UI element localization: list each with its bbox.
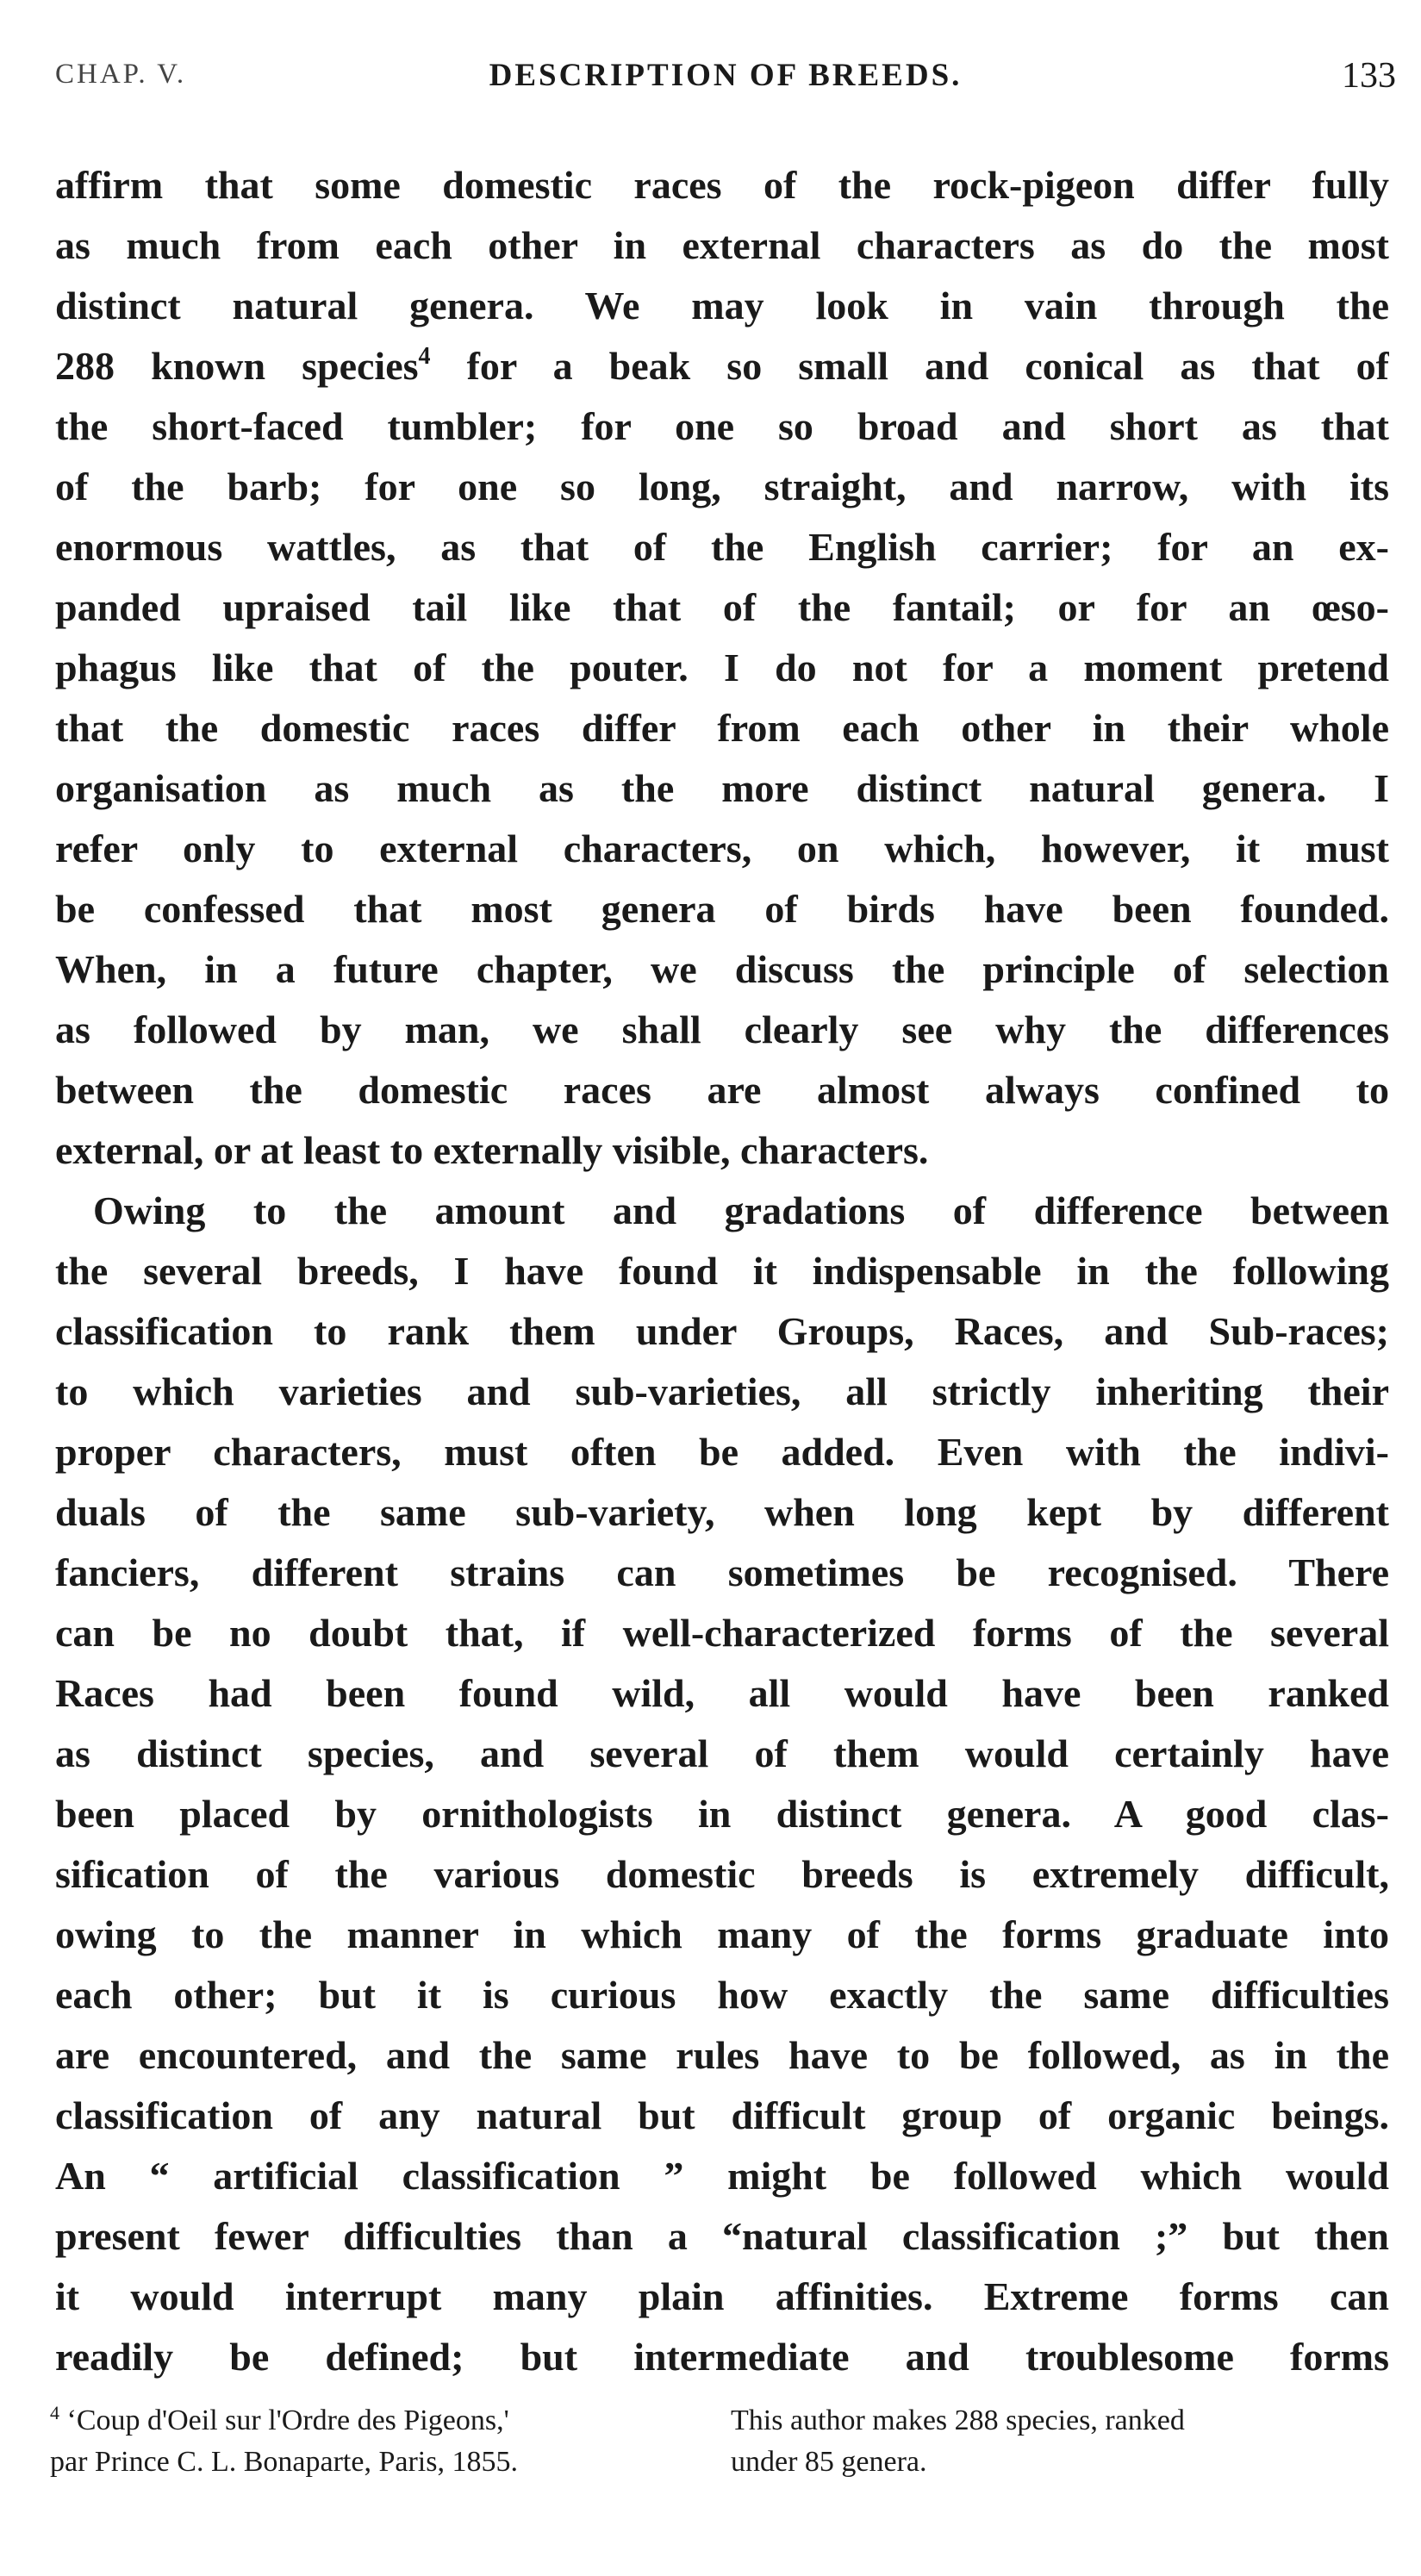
text-line: that the domestic races differ from each other in their whole — [55, 706, 1389, 750]
text-fragment: for a beak so small and conical as that of — [430, 344, 1389, 388]
text-line: the short-faced tumbler; for one so broad and short as that — [55, 404, 1389, 448]
footnote-text: under 85 genera. — [731, 2446, 927, 2478]
text-line: been placed by ornithologists in distinct genera. A good clas- — [55, 1792, 1389, 1836]
text-line: distinct natural genera. We may look in vain through the — [55, 284, 1389, 327]
footnote-text: ‘Coup d'Oeil sur l'Ordre des Pigeons,' — [66, 2404, 509, 2436]
text-line: proper characters, must often be added. Even with the indivi- — [55, 1430, 1389, 1474]
text-line: as distinct species, and several of them would certainly have — [55, 1731, 1389, 1775]
text-line: external, or at least to externally visible, characters. — [55, 1128, 929, 1172]
footnote-text: par Prince C. L. Bonaparte, Paris, 1855. — [50, 2446, 518, 2478]
text-line: as much from each other in external characters as do the most — [55, 223, 1389, 267]
running-head — [55, 53, 1396, 105]
footnote-citation — [50, 2400, 705, 2483]
text-line: classification to rank them under Groups, Races, and Sub-races; — [55, 1309, 1389, 1353]
text-line: An “ artificial classification ” might be followed which would — [55, 2154, 1389, 2198]
text-line: be confessed that most genera of birds have been founded. — [55, 887, 1389, 931]
footnote-text: This author makes 288 species, ranked — [731, 2404, 1185, 2436]
footnote-reference: 4 — [418, 343, 431, 370]
text-line: Races had been found wild, all would have been ranked — [55, 1671, 1389, 1715]
footnote-note — [731, 2400, 1403, 2483]
text-line: affirm that some domestic races of the rock-pigeon differ fully — [55, 163, 1389, 207]
footnote-marker: 4 — [50, 2402, 59, 2423]
paragraph-first-line: Owing to the amount and gradations of difference between — [93, 1188, 1389, 1232]
text-line: organisation as much as the more distinct natural genera. I — [55, 766, 1389, 810]
text-line: each other; but it is curious how exactly the same difficulties — [55, 1973, 1389, 2017]
text-line: enormous wattles, as that of the English carrier; for an ex- — [55, 525, 1389, 569]
body-text — [55, 155, 1389, 2387]
text-line: present fewer difficulties than a “natural classification ;” but then — [55, 2214, 1389, 2258]
section-title: DESCRIPTION OF BREEDS. — [489, 58, 963, 93]
text-line: When, in a future chapter, we discuss the principle of selection — [55, 947, 1389, 991]
text-fragment: 288 known species — [55, 344, 419, 388]
text-line: classification of any natural but difficult group of organic beings. — [55, 2093, 1389, 2137]
text-line: it would interrupt many plain affinities. Extreme forms can — [55, 2274, 1389, 2318]
text-line: readily be defined; but intermediate and troublesome forms — [55, 2335, 1389, 2379]
text-line: fanciers, different strains can sometimes be recognised. There — [55, 1550, 1389, 1594]
text-line: owing to the manner in which many of the forms graduate into — [55, 1912, 1389, 1956]
text-line: between the domestic races are almost always confined to — [55, 1068, 1389, 1112]
text-line: panded upraised tail like that of the fantail; or for an œso- — [55, 585, 1389, 629]
text-line: refer only to external characters, on which, however, it must — [55, 826, 1389, 870]
text-line: as followed by man, we shall clearly see why the differences — [55, 1007, 1389, 1051]
text-line: to which varieties and sub-varieties, all strictly inheriting their — [55, 1369, 1389, 1413]
page-number: 133 — [1342, 56, 1396, 96]
text-line: are encountered, and the same rules have to be followed, as in the — [55, 2033, 1389, 2077]
text-line: sification of the various domestic breeds is extremely difficult, — [55, 1852, 1389, 1896]
text-line: phagus like that of the pouter. I do not for a moment pretend — [55, 646, 1389, 689]
chapter-label: CHAP. V. — [55, 59, 187, 90]
text-line: the several breeds, I have found it indispensable in the following — [55, 1249, 1389, 1293]
text-line: can be no doubt that, if well-characterized forms of the several — [55, 1611, 1389, 1655]
text-line-with-footnote — [55, 336, 1389, 396]
text-line: of the barb; for one so long, straight, and narrow, with its — [55, 465, 1389, 508]
text-line: duals of the same sub-variety, when long kept by different — [55, 1490, 1389, 1534]
